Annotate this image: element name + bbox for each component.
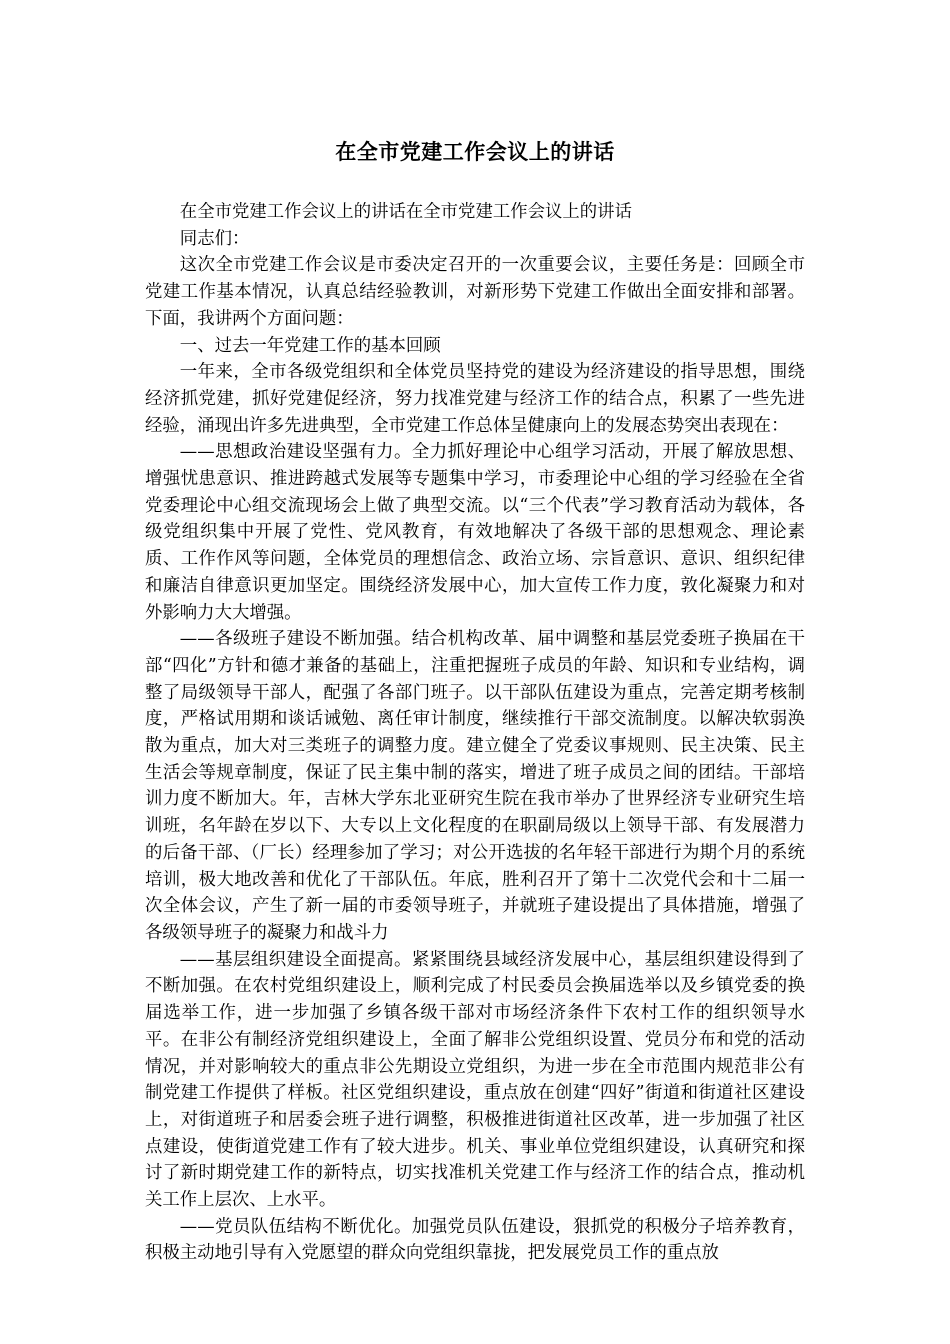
section-heading-review: 一、过去一年党建工作的基本回顾 bbox=[179, 335, 441, 356]
paragraph-salutation: 同志们： bbox=[179, 228, 250, 249]
document-body bbox=[145, 199, 805, 1267]
paragraph-overview: 一年来，全市各级党组织和全体党员坚持党的建设为经济建设的指导思想，围绕经济抓党建，抓好党建促经济，努力找准党建与经济工作的结合点，积累了一些先进经验，涌现出许多先进典型，全市党建工作总体呈健康向上的发展态势突出表现在： bbox=[145, 362, 805, 436]
document-title: 在全市党建工作会议上的讲话 bbox=[335, 140, 615, 165]
paragraph-ideology: ——思想政治建设坚强有力。全力抓好理论中心组学习活动，开展了解放思想、增强忧患意识、推进跨越式发展等专题集中学习，市委理论中心组的学习经验在全省党委理论中心组交流现场会上做了典型交流。以“三个代表”学习教育活动为载体，各级党组织集中开展了党性、党风教育，有效地解决了各级干部的思想观念、理论素质、工作作风等问题，全体党员的理想信念、政治立场、宗旨意识、意识、组织纪律和廉洁自律意识更加坚定。围绕经济发展中心，加大宣传工作力度，敦化凝聚力和对外影响力大大增强。 bbox=[145, 442, 805, 623]
paragraph-grassroots: ——基层组织建设全面提高。紧紧围绕县域经济发展中心，基层组织建设得到了不断加强。在农村党组织建设上，顺利完成了村民委员会换届选举以及乡镇党委的换届选举工作，进一步加强了乡镇各级干部对市场经济条件下农村工作的组织领导水平。在非公有制经济党组织建设上，全面了解非公党组织设置、党员分布和党的活动情况，并对影响较大的重点非公先期设立党组织，为进一步在全市范围内规范非公有制党建工作提供了样板。社区党组织建设，重点放在创建“四好”街道和街道社区建设上，对街道班子和居委会班子进行调整，积极推进街道社区改革，进一步加强了社区点建设，使街道党建工作有了较大进步。机关、事业单位党组织建设，认真研究和探讨了新时期党建工作的新特点，切实找准机关党建工作与经济工作的结合点，推动机关工作上层次、上水平。 bbox=[145, 949, 805, 1211]
paragraph-heading-repeat: 在全市党建工作会议上的讲话在全市党建工作会议上的讲话 bbox=[179, 202, 632, 222]
paragraph-leadership: ——各级班子建设不断加强。结合机构改革、届中调整和基层党委班子换届在干部“四化”方针和德才兼备的基础上，注重把握班子成员的年龄、知识和专业结构，调整了局级领导干部人，配强了各部门班子。以干部队伍建设为重点，完善定期考核制度，严格试用期和谈话诫勉、离任审计制度，继续推行干部交流制度。以解决软弱涣散为重点，加大对三类班子的调整力度。建立健全了党委议事规则、民主决策、民主生活会等规章制度，保证了民主集中制的落实，增进了班子成员之间的团结。干部培训力度不断加大。年，吉林大学东北亚研究生院在我市举办了世界经济专业研究生培训班，名年龄在岁以下、大专以上文化程度的在职副局级以上领导干部、有发展潜力的后备干部、（厂长）经理参加了学习；对公开选拔的名年轻干部进行为期个月的系统培训，极大地改善和优化了干部队伍。年底，胜利召开了第十二次党代会和十二届一次全体会议，产生了新一届的市委领导班子，并就班子建设提出了具体措施，增强了各级领导班子的凝聚力和战斗力 bbox=[145, 629, 805, 943]
paragraph-intro: 这次全市党建工作会议是市委决定召开的一次重要会议，主要任务是：回顾全市党建工作基本情况，认真总结经验教训，对新形势下党建工作做出全面安排和部署。下面，我讲两个方面问题： bbox=[145, 255, 805, 329]
paragraph-membership: ——党员队伍结构不断优化。加强党员队伍建设，狠抓党的积极分子培养教育，积极主动地引导有入党愿望的群众向党组织靠拢，把发展党员工作的重点放 bbox=[145, 1216, 805, 1264]
